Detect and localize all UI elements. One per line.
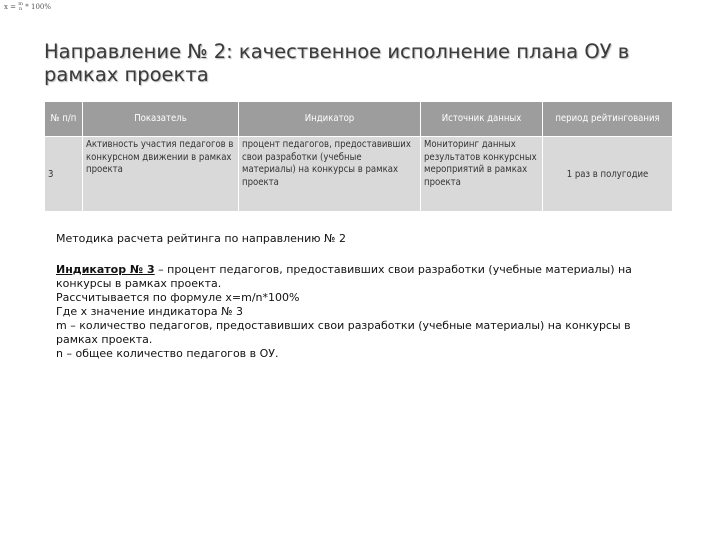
- header-period: период рейтингования: [543, 102, 673, 137]
- header-num: № п/п: [45, 102, 83, 137]
- formula-denominator: n: [19, 6, 23, 12]
- formula-numerator: m: [18, 1, 24, 7]
- formula-image: [4, 2, 51, 12]
- method-m-line: m – количество педагогов, предоставивших свои разработки (учебные материалы) на конкурсы в рамках проекта.: [56, 319, 631, 346]
- method-where-line: Где х значение индикатора № 3: [56, 305, 244, 318]
- indicator-table: [44, 101, 673, 212]
- indicator-description: – процент педагогов, предоставивших свои разработки (учебные материалы) на конкурсы в рамках проекта.: [56, 263, 632, 290]
- cell-indicator: процент педагогов, предоставивших свои разработки (учебные материалы) на конкурсы в рамках проекта: [239, 137, 421, 212]
- method-section: [56, 232, 656, 361]
- cell-period: 1 раз в полугодие: [543, 137, 673, 212]
- page-title: Направление № 2: качественное исполнение плана ОУ в рамках проекта: [44, 40, 630, 86]
- cell-indicator-name: Активность участия педагогов в конкурсном движении в рамках проекта: [83, 137, 239, 212]
- header-indicator: Индикатор: [239, 102, 421, 137]
- method-n-line: n – общее количество педагогов в ОУ.: [56, 347, 279, 360]
- table-row: [45, 137, 673, 212]
- formula-rhs: * 100%: [25, 3, 52, 11]
- method-heading: Методика расчета рейтинга по направлению № 2: [56, 232, 346, 245]
- table-header-row: [45, 102, 673, 137]
- header-source: Источник данных: [421, 102, 543, 137]
- formula-lhs: x =: [4, 3, 17, 11]
- method-indicator-paragraph: [56, 263, 656, 291]
- header-indicator-name: Показатель: [83, 102, 239, 137]
- cell-num: 3: [45, 137, 83, 212]
- method-formula-line: Рассчитывается по формуле x=m/n*100%: [56, 291, 300, 304]
- formula-fraction: [18, 2, 23, 12]
- indicator-label: Индикатор № 3: [56, 263, 155, 276]
- cell-source: Мониторинг данных результатов конкурсных мероприятий в рамках проекта: [421, 137, 543, 212]
